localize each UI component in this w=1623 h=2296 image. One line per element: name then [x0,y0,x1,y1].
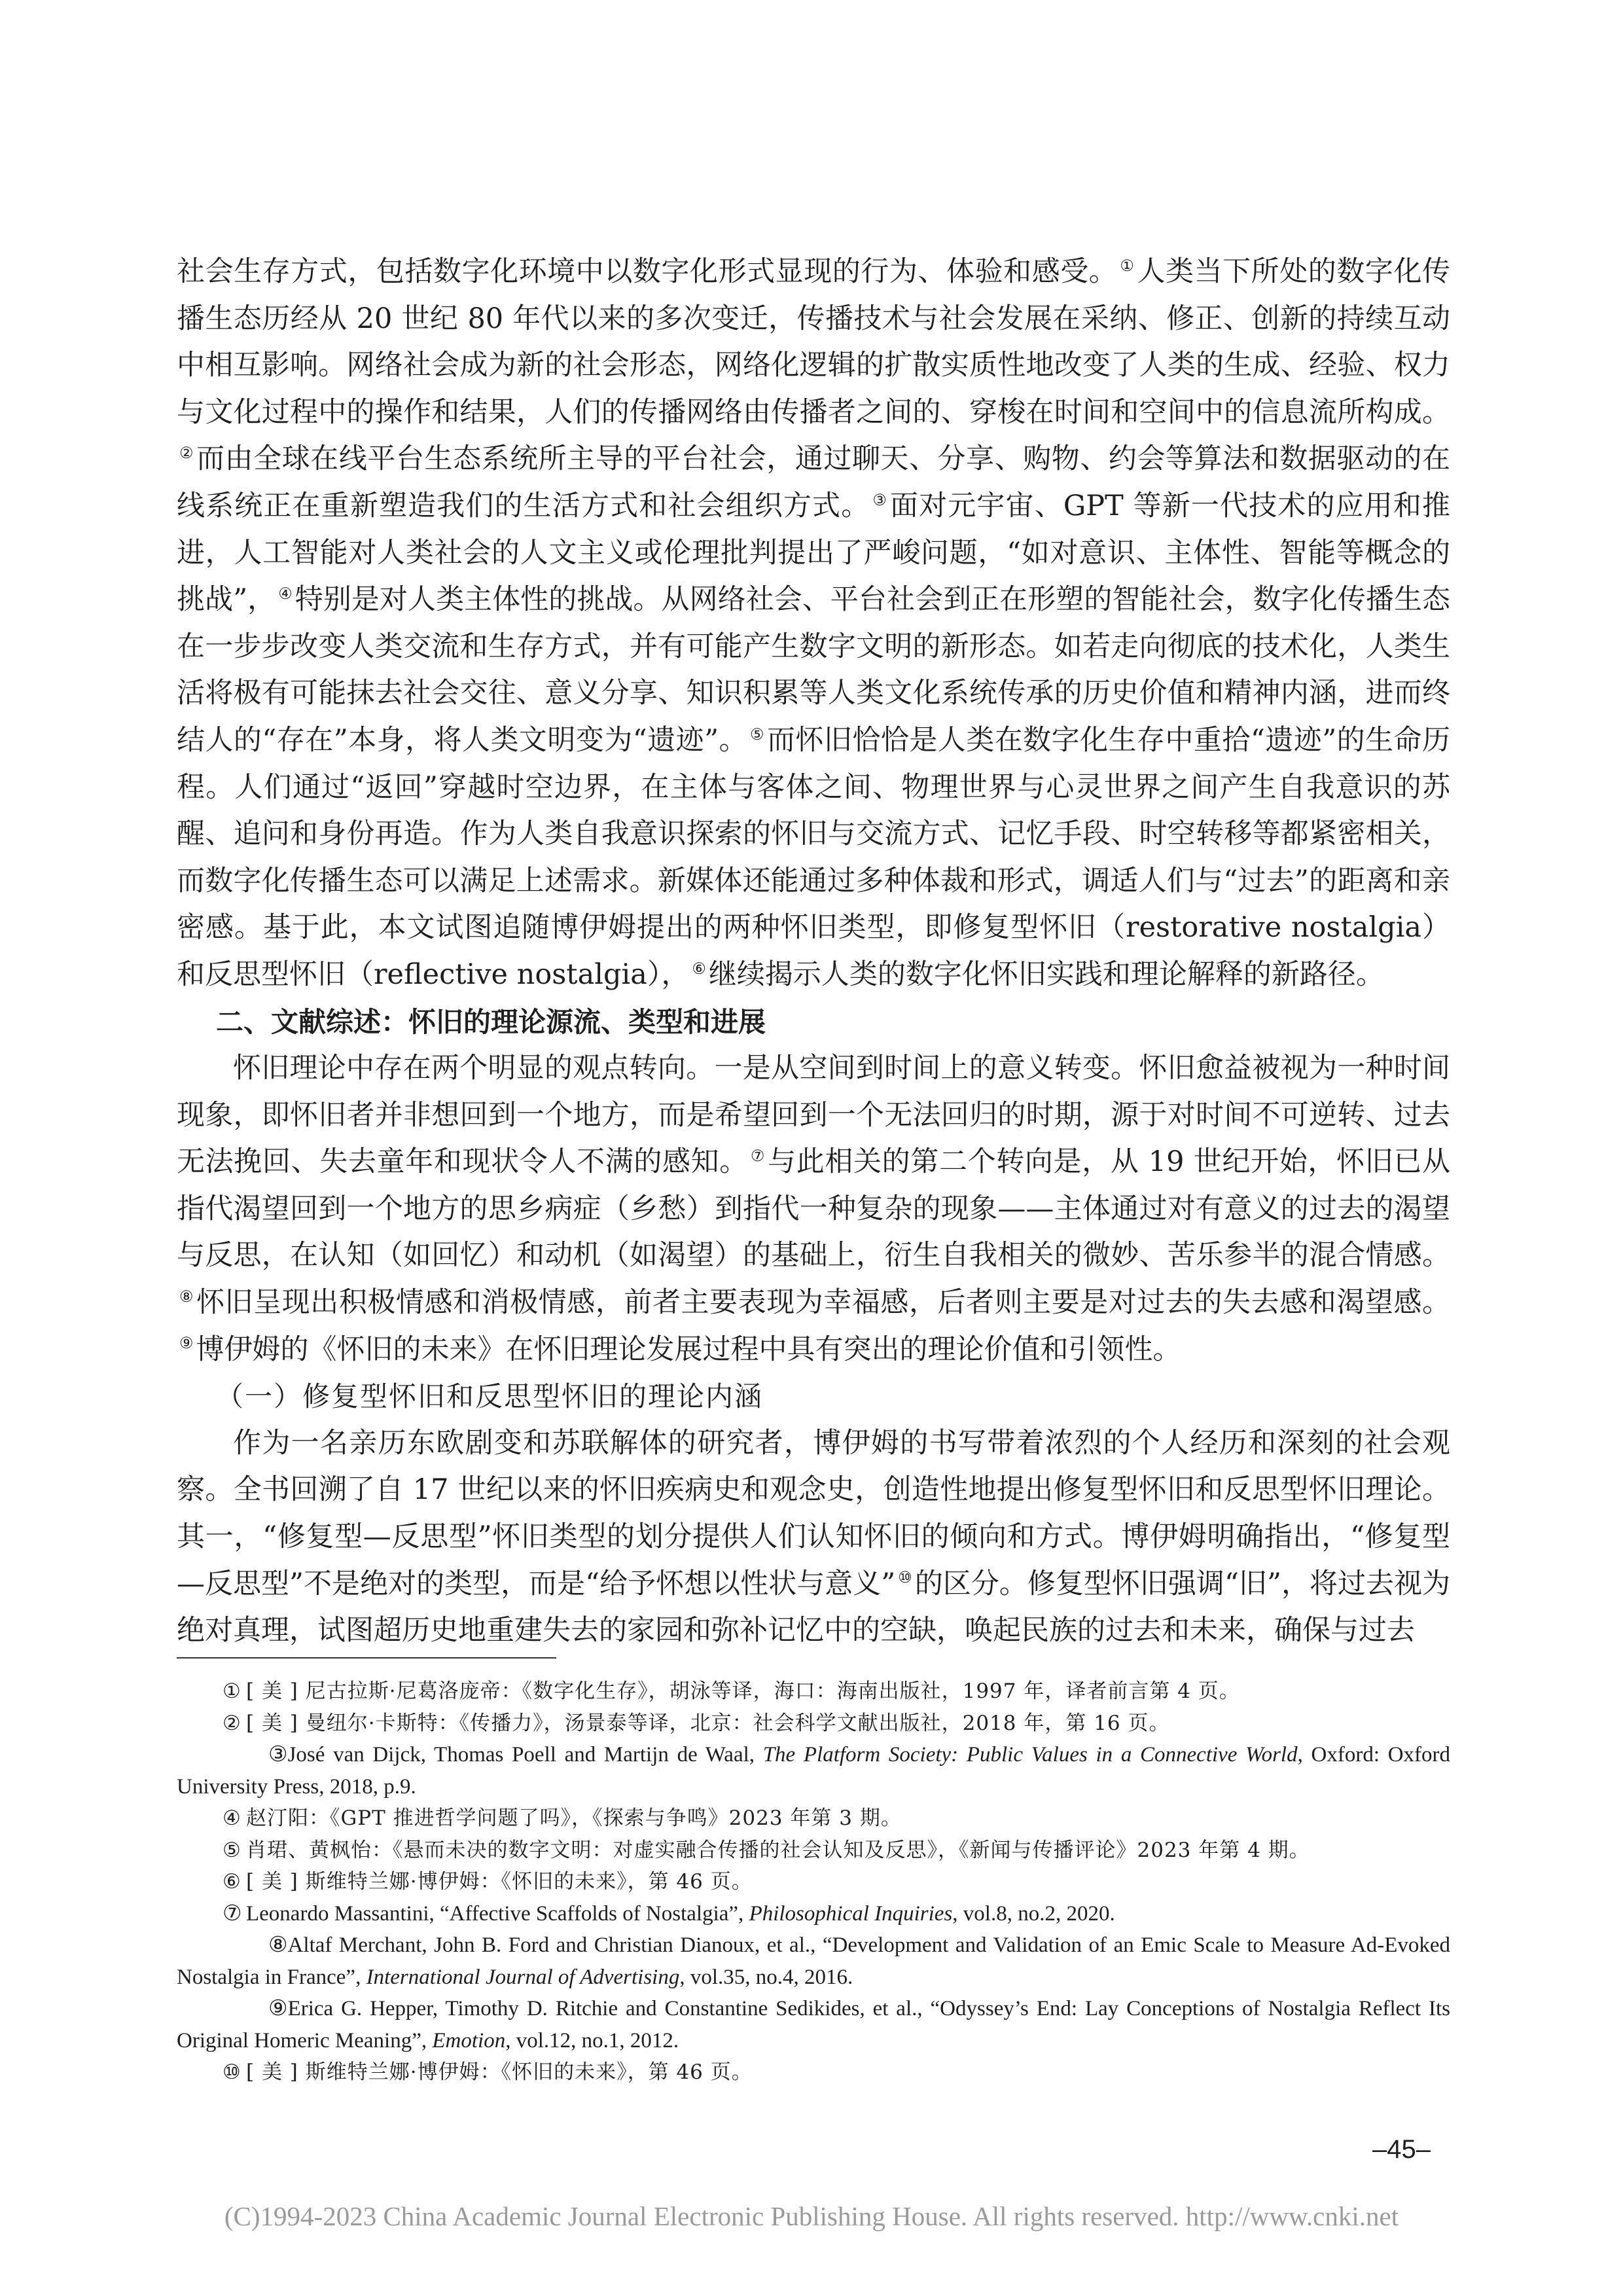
footnote-9: ⑨Erica G. Hepper, Timothy D. Ritchie and Constantine Sedikides, et al., “Odyssey’s End: Lay Conceptions of Nostalgia Reflect Its Original Homeric Meaning”, Emotion, vol.12, no.1, 2012. [177,1997,1450,2053]
footnote-8: ⑧Altaf Merchant, John B. Ford and Christian Dianoux, et al., “Development and Validation of an Emic Scale to Measure Ad-Evoked Nostalgia in France”, International Journal of Advertising, vol.35, no.4, 2016. [177,1933,1450,1989]
footnotes [177,1676,1450,2089]
footnote-ref-3[interactable]: ③ [872,490,887,509]
copyright-watermark: (C)1994-2023 China Academic Journal Electronic Publishing House. All rights reserved. http://www.cnki.net [224,2201,1399,2231]
paragraph-2: 怀旧理论中存在两个明显的观点转向。一是从空间到时间上的意义转变。怀旧愈益被视为一种时间现象，即怀旧者并非想回到一个地方，而是希望回到一个无法回归的时期，源于对时间不可逆转、过去无法挽回、失去童年和现状令人不满的感知。 ⑦与此相关的第二个转向是，从 19 世纪开始，怀旧已从指代渴望回到一个地方的思乡病症（乡愁）到指代一种复杂的现象——主体通过对有意义的过去的渴望与反思，在认知（如回忆）和动机（如渴望）的基础上，衍生自我相关的微妙、苦乐参半的混合情感。⑧怀旧呈现出积极情感和消极情感，前者主要表现为幸福感，后者则主要是对过去的失去感和渴望感。⑨博伊姆的《怀旧的未来》在怀旧理论发展过程中具有突出的理论价值和引领性。 [177,1052,1451,1366]
footnote-ref-5[interactable]: ⑤ [750,725,765,744]
footnote-ref-1[interactable]: ① [1120,256,1135,275]
footnote-1: ① [ 美 ] 尼古拉斯·尼葛洛庞帝：《数字化生存》，胡泳等译，海口：海南出版社，1997 年，译者前言第 4 页。 [223,1679,1240,1703]
footnote-5: ⑤ 肖珺、黄枫怡：《悬而未决的数字文明：对虚实融合传播的社会认知及反思》，《新闻与传播评论》2023 年第 4 期。 [223,1838,1310,1862]
footnote-3: ③José van Dijck, Thomas Poell and Martijn de Waal, The Platform Society: Public Values in a Connective World, Oxford: Oxford University Press, 2018, p.9. [177,1743,1451,1799]
paragraph-1: 社会生存方式，包括数字化环境中以数字化形式显现的行为、体验和感受。 ①人类当下所处的数字化传播生态历经从 20 世纪 80 年代以来的多次变迁，传播技术与社会发展在采纳、修正、创新的持续互动中相互影响。网络社会成为新的社会形态，网络化逻辑的扩散实质性地改变了人类的生成、经验、权力与文化过程中的操作和结果，人们的传播网络由传播者之间的、穿梭在时间和空间中的信息流所构成。②而由全球在线平台生态系统所主导的平台社会，通过聊天、分享、购物、约会等算法和数据驱动的在线系统正在重新塑造我们的生活方式和社会组织方式。 ③面对元宇宙、GPT 等新一代技术的应用和推进，人工智能对人类社会的人文主义或伦理批判提出了严峻问题，“如对意识、主体性、智能等概念的挑战”， ④特别是对人类主体性的挑战。从网络社会、平台社会到正在形塑的智能社会，数字化传播生态在一步步改变人类交流和生存方式，并有可能产生数字文明的新形态。如若走向彻底的技术化，人类生活将极有可能抹去社会交往、意义分享、知识积累等人类文化系统传承的历史价值和精神内涵，进而终结人的“存在”本身，将人类文明变为“遗迹”。 ⑤而怀旧恰恰是人类在数字化生存中重拾“遗迹”的生命历程。人们通过“返回”穿越时空边界，在主体与客体之间、物理世界与心灵世界之间产生自我意识的苏醒、追问和身份再造。作为人类自我意识探索的怀旧与交流方式、记忆手段、时空转移等都紧密相关，而数字化传播生态可以满足上述需求。新媒体还能通过多种体裁和形式，调适人们与“过去”的距离和亲密感。基于此，本文试图追随博伊姆提出的两种怀旧类型，即修复型怀旧（restorative nostalgia）和反思型怀旧（reflective nostalgia）， ⑥继续揭示人类的数字化怀旧实践和理论解释的新路径。 [177,255,1451,991]
footnote-ref-6[interactable]: ⑥ [692,959,706,978]
footnote-7: ⑦ Leonardo Massantini, “Affective Scaffolds of Nostalgia”, Philosophical Inquiries, vol.8, no.2, 2020. [223,1901,1115,1926]
page-number: –45– [1372,2135,1431,2164]
footnote-ref-7[interactable]: ⑦ [750,1146,766,1165]
footnote-ref-9[interactable]: ⑨ [179,1334,194,1353]
footnote-2: ② [ 美 ] 曼纽尔·卡斯特：《传播力》，汤景泰等译，北京：社会科学文献出版社，2018 年，第 16 页。 [223,1711,1170,1735]
footnote-4: ④ 赵汀阳：《GPT 推进哲学问题了吗》，《探索与争鸣》2023 年第 3 期。 [223,1806,902,1830]
section-heading: 二、文献综述：怀旧的理论源流、类型和进展 [216,1005,766,1038]
footnote-divider [177,1657,556,1659]
subsection-heading: （一）修复型怀旧和反思型怀旧的理论内涵 [216,1380,764,1413]
paragraph-3: 作为一名亲历东欧剧变和苏联解体的研究者，博伊姆的书写带着浓烈的个人经历和深刻的社会观察。全书回溯了自 17 世纪以来的怀旧疾病史和观念史，创造性地提出修复型怀旧和反思型怀旧理论。其一，“修复型—反思型”怀旧类型的划分提供人们认知怀旧的倾向和方式。博伊姆明确指出，“修复型—反思型”不是绝对的类型，而是“给予怀想以性状与意义” ⑩的区分。修复型怀旧强调“旧”，将过去视为绝对真理，试图超历史地重建失去的家园和弥补记忆中的空缺，唤起民族的过去和未来，确保与过去 [177,1426,1451,1647]
footnote-ref-8[interactable]: ⑧ [179,1287,194,1306]
footnote-ref-10[interactable]: ⑩ [898,1568,912,1587]
footnote-ref-4[interactable]: ④ [278,584,293,603]
article-body [177,249,1450,1655]
footnote-ref-2[interactable]: ② [179,444,194,463]
footnote-6: ⑥ [ 美 ] 斯维特兰娜·博伊姆：《怀旧的未来》，第 46 页。 [223,1870,753,1893]
footnote-10: ⑩ [ 美 ] 斯维特兰娜·博伊姆：《怀旧的未来》，第 46 页。 [223,2060,753,2084]
